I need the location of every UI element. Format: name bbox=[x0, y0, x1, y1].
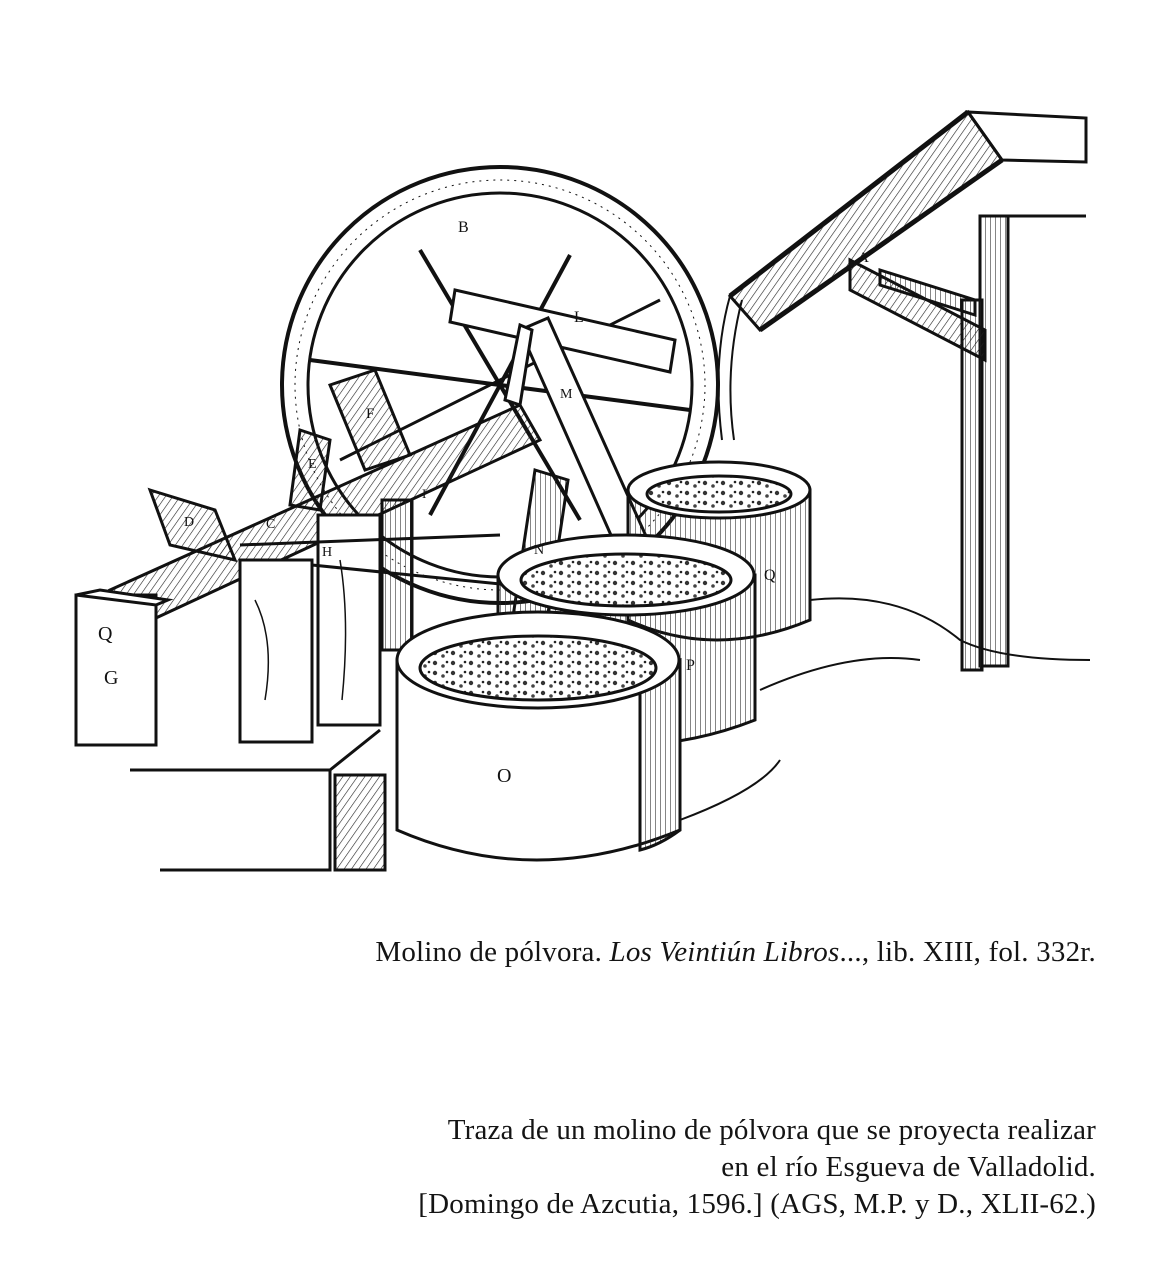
label-D: D bbox=[184, 515, 195, 530]
caption-traza bbox=[150, 1112, 1096, 1223]
label-Q-right: Q bbox=[764, 567, 776, 584]
label-Q-block: Q bbox=[98, 623, 113, 645]
label-H: H bbox=[322, 545, 333, 560]
caption2-line2: en el río Esgueva de Valladolid. bbox=[721, 1151, 1096, 1183]
label-M: M bbox=[560, 387, 573, 402]
label-A: A bbox=[858, 250, 869, 266]
label-I: I bbox=[422, 486, 427, 501]
caption-molino-polvora bbox=[150, 934, 1096, 970]
caption1-end: ..., lib. XIII, fol. 332r. bbox=[839, 936, 1096, 968]
mortar-O bbox=[397, 612, 680, 860]
label-F: F bbox=[366, 406, 375, 422]
caption2-line3: [Domingo de Azcutia, 1596.] (AGS, M.P. y D., XLII-62.) bbox=[418, 1188, 1096, 1220]
label-E: E bbox=[308, 457, 317, 472]
label-B: B bbox=[458, 219, 469, 236]
label-P: P bbox=[686, 657, 695, 674]
base-platform bbox=[130, 730, 385, 870]
label-C: C bbox=[266, 517, 276, 532]
caption2-line1: Traza de un molino de pólvora que se proyecta realizar bbox=[447, 1114, 1096, 1146]
label-O: O bbox=[497, 765, 512, 787]
caption1-title: Los Veintiún Libros bbox=[609, 936, 840, 968]
label-N: N bbox=[534, 543, 545, 558]
label-G: G bbox=[104, 667, 119, 689]
caption1-start: Molino de pólvora. bbox=[375, 936, 610, 968]
label-L: L bbox=[574, 309, 584, 326]
